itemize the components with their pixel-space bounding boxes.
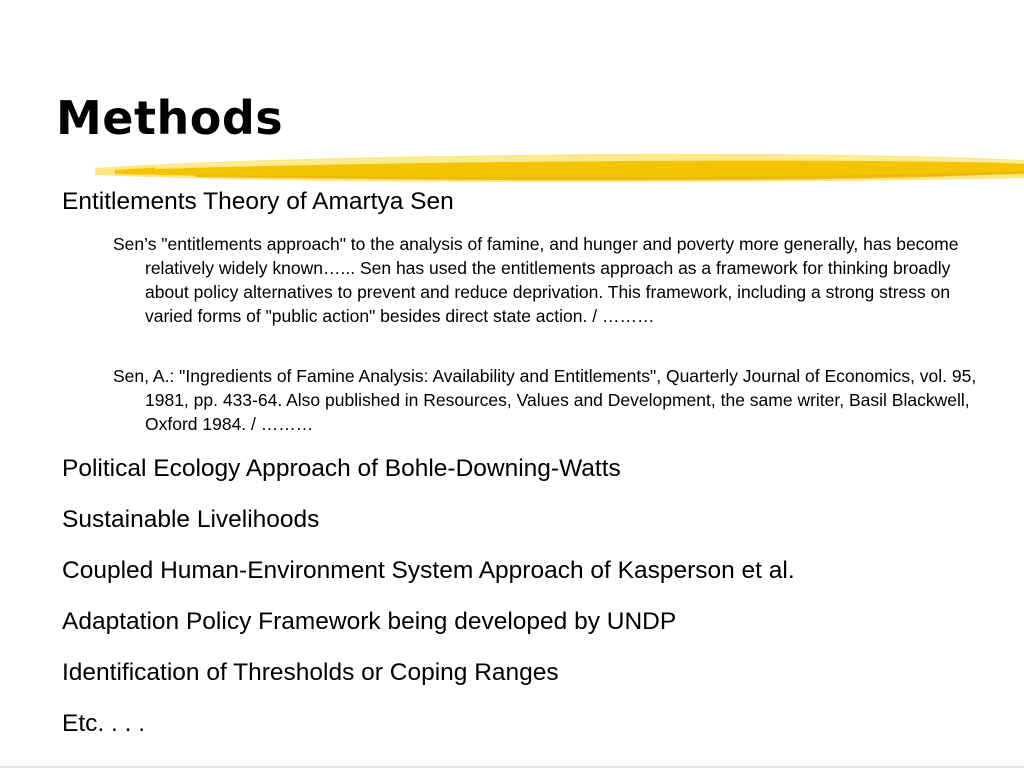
- bullet-thresholds-coping-ranges: Identification of Thresholds or Coping Ranges: [62, 659, 559, 686]
- bullet-coupled-human-environment: Coupled Human-Environment System Approach of Kasperson et al.: [62, 557, 795, 584]
- title-underline-brushstroke: [95, 148, 1024, 190]
- bullet-adaptation-policy-framework: Adaptation Policy Framework being developed by UNDP: [62, 608, 677, 635]
- subbullet-entitlements-description: Sen’s "entitlements approach" to the analysis of famine, and hunger and poverty more generally, has become relatively widely known…... Sen has used the entitlements approach as a framework for thinking broadly about policy alternatives to prevent and reduce deprivation. This framework, including a strong stress on varied forms of "public action" besides direct state action. / ………: [113, 234, 959, 326]
- slide-title: Methods: [56, 91, 284, 145]
- bullet-etc: Etc. . . .: [62, 710, 146, 737]
- subbullet-sen-reference: Sen, A.: "Ingredients of Famine Analysis: Availability and Entitlements", Quarterly Journal of Economics, vol. 95, 1981, pp. 433-64. Also published in Resources, Values and Development, the same writer, Basil Blackwell, Oxford 1984. / ………: [113, 366, 977, 434]
- bullet-political-ecology: Political Ecology Approach of Bohle-Downing-Watts: [62, 455, 621, 482]
- bullet-sustainable-livelihoods: Sustainable Livelihoods: [62, 506, 320, 533]
- bullet-entitlements-theory: Entitlements Theory of Amartya Sen: [62, 188, 454, 215]
